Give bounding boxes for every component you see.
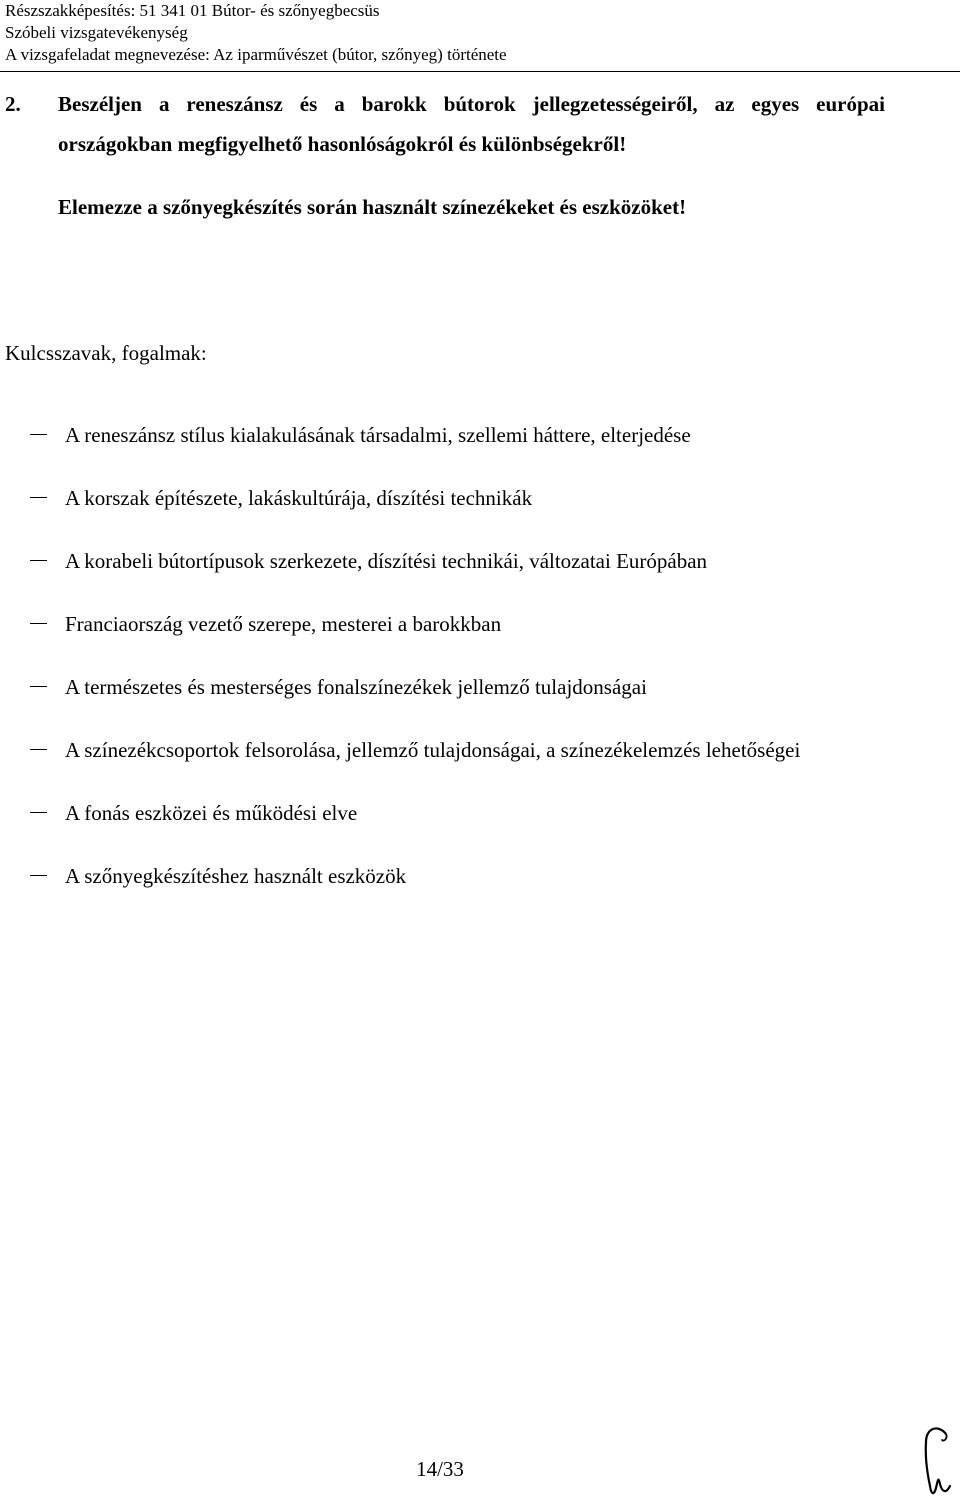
keyword-text: Franciaország vezető szerepe, mesterei a barokkban <box>65 612 502 636</box>
list-item <box>0 546 950 609</box>
task-question <box>58 84 885 164</box>
dash-bullet-icon <box>30 623 47 624</box>
keyword-text: A korabeli bútortípusok szerkezete, díszítési technikái, változatai Európában <box>65 549 708 573</box>
header-divider <box>0 71 960 72</box>
task-question-line-2: országokban megfigyelhető hasonlóságokról és különbségekről! <box>58 132 627 156</box>
dash-bullet-icon <box>30 686 47 687</box>
dash-bullet-icon <box>30 812 47 813</box>
header-exam-activity: Szóbeli vizsgatevékenység <box>5 23 188 42</box>
task-row <box>5 84 885 164</box>
list-item <box>0 861 950 924</box>
list-item <box>0 672 950 735</box>
signature-icon <box>916 1420 956 1500</box>
document-header <box>5 0 945 66</box>
dash-bullet-icon <box>30 875 47 876</box>
task-number: 2. <box>5 92 21 116</box>
keyword-text: A reneszánsz stílus kialakulásának társadalmi, szellemi háttere, elterjedése <box>65 423 691 447</box>
keyword-text: A fonás eszközei és működési elve <box>65 801 358 825</box>
list-item <box>0 420 950 483</box>
task-block <box>5 84 885 227</box>
keyword-text: A szőnyegkészítéshez használt eszközök <box>65 864 407 888</box>
keywords-list <box>0 420 950 924</box>
keyword-text: A színezékcsoportok felsorolása, jellemző tulajdonságai, a színezékelemzés lehetőségei <box>65 738 801 762</box>
task-question-line-1: Beszéljen a reneszánsz és a barokk bútorok jellegzetességeiről, az egyes európai <box>58 92 885 116</box>
keywords-title: Kulcsszavak, fogalmak: <box>5 341 207 365</box>
dash-bullet-icon <box>30 560 47 561</box>
task-question-line-3: Elemezze a szőnyegkészítés során használt színezékeket és eszközöket! <box>58 195 687 219</box>
dash-bullet-icon <box>30 497 47 498</box>
list-item <box>0 609 950 672</box>
header-qualification: Részszakképesítés: 51 341 01 Bútor- és szőnyegbecsüs <box>5 1 380 20</box>
keyword-text: A korszak építészete, lakáskultúrája, díszítési technikák <box>65 486 533 510</box>
list-item <box>0 483 950 546</box>
page-number: 14/33 <box>416 1457 464 1481</box>
dash-bullet-icon <box>30 749 47 750</box>
keyword-text: A természetes és mesterséges fonalszínezékek jellemző tulajdonságai <box>65 675 647 699</box>
list-item <box>0 798 950 861</box>
list-item <box>0 735 950 798</box>
header-task-name: A vizsgafeladat megnevezése: Az iparművészet (bútor, szőnyeg) története <box>5 45 507 64</box>
dash-bullet-icon <box>30 434 47 435</box>
